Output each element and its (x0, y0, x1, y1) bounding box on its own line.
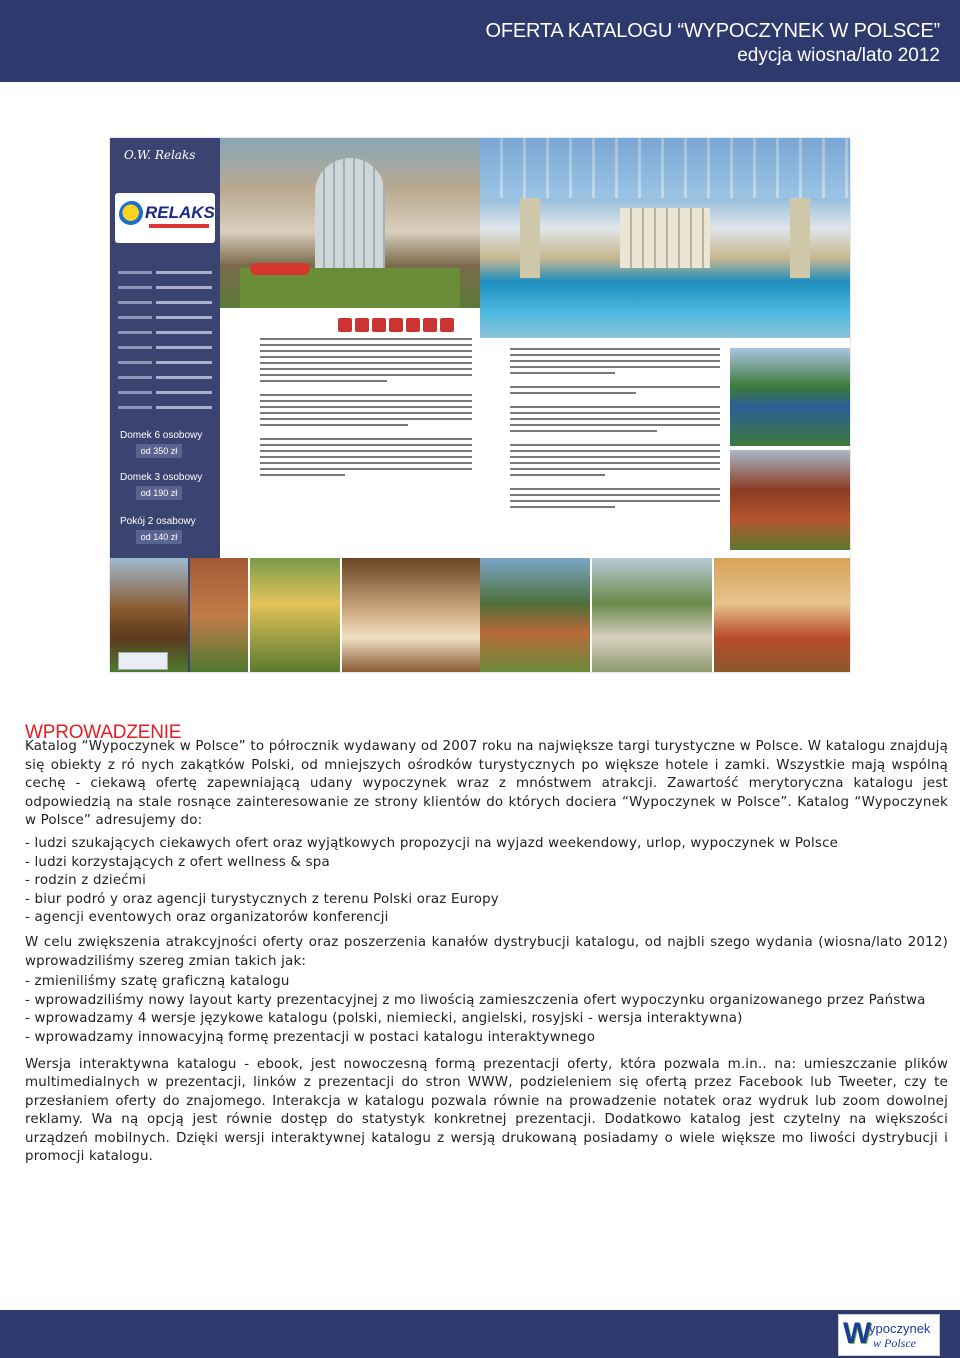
header-bar (0, 0, 960, 82)
interactive-version-paragraph: Wersja interaktywna katalogu - ebook, jest nowoczesną formą prezentacji oferty, która pozwala m.in.. na: umieszczanie plików multimedialnych w prezentacji, linków z prezentacji do stron WWW, podzieleniem się ofertą przez Facebook lub Tweeter, czy te przesłaniem oferty do znajomego. Interakcja w katalogu pozwala równie na prowadzenie notatek oraz wydruk lub zoom dowolnej reklamy. Wa ną opcją jest równie dostęp do statystyk konkretnej prezentacji. Dodatkowo katalog jest czytelny na większości urządzeń mobilnych. Dzięki wersji interaktywnej katalogu z wersją drukowaną posiadamy o wiele większe mo liwości dystrybucji i promocji katalogu. (25, 1056, 948, 1165)
catalog-right-page (480, 138, 850, 672)
building-photo (220, 138, 480, 308)
amenity-icons (338, 318, 454, 332)
intro-paragraph: Katalog “Wypoczynek w Polsce” to półrocznik wydawany od 2007 roku na największe targi turystyczne w Polsce. W katalogu znajdują się obiekty z ró nych zakątków Polski, od mniejszych ośrodków turystycznych po większe hotele i zamki. Wszystkie mają wspólną cechę - ciekawą ofertę zapewniającą udany wypoczynek wraz z mnóstwem atrakcji. Zawartość merytoryczna katalogu jest odpowiedzią na stale rosnące zainteresowanie ze strony klientów do których dociera “Wypoczynek w Polsce”. Katalog “Wypoczynek w Polsce” adresujemy do: (25, 739, 948, 829)
changes-list (25, 973, 948, 1047)
offer-description-text (510, 348, 720, 548)
list-item: - biur podró y oraz agencji turystycznych z terenu Polski oraz Europy (25, 891, 499, 907)
w-logo-icon: W (843, 1317, 872, 1350)
wooden-house-photo (730, 450, 850, 550)
relaks-logo (115, 193, 215, 243)
changes-intro-paragraph: W celu zwiększenia atrakcyjności oferty oraz poszerzenia kanałów dystrybucji katalogu, od najbli szego wydania (wiosna/lato 2012) wprowadziliśmy szereg zmian takich jak: (25, 934, 948, 969)
kids-room-photo (714, 558, 850, 672)
list-item: - zmieniliśmy szatę graficzną katalogu (25, 974, 290, 990)
catalog-left-page (110, 138, 480, 672)
terrace-photo (592, 558, 712, 672)
list-item: - rodzin z dziećmi (25, 873, 146, 889)
logo-line-2: w Polsce (873, 1336, 916, 1350)
edition-subtitle: edycja wiosna/lato 2012 (737, 45, 940, 66)
list-item: - ludzi korzystających z ofert wellness & spa (25, 854, 330, 870)
relaks-logo-text: RELAKS (145, 203, 215, 222)
logo-line-1: ypoczynek (869, 1321, 931, 1336)
house-photo (190, 558, 248, 672)
footer-bar (0, 1310, 960, 1358)
object-description-text (260, 338, 472, 548)
price-item: Pokój 2 osabowy od 140 zł (120, 516, 196, 542)
catalog-small-logo (118, 652, 168, 670)
intro-body (25, 738, 948, 1167)
price-item: Domek 3 osobowy od 190 zł (120, 472, 203, 498)
list-item: - ludzi szukających ciekawych ofert oraz wyjątkowych propozycji na wyjazd weekendowy, urlop, wypoczynek w Polsce (25, 835, 839, 851)
list-item: - wprowadzamy innowacyjną formę prezentacji w postaci katalogu interaktywnego (25, 1029, 596, 1045)
list-item: - wprowadzamy 4 wersje językowe katalogu (polski, niemiecki, angielski, rosyjski - wersja interaktywna) (25, 1011, 743, 1027)
list-item: - agencji eventowych oraz organizatorów konferencji (25, 910, 389, 926)
room-photo (342, 558, 480, 672)
object-info-table (118, 268, 212, 418)
wypoczynek-logo (838, 1314, 940, 1356)
price-item: Domek 6 osobowy od 350 zł (120, 430, 203, 456)
section-heading: WPROWADZENIE (25, 722, 182, 743)
playground-photo (730, 348, 850, 446)
garden-photo (250, 558, 340, 672)
list-item: - wprowadziliśmy nowy layout karty prezentacyjnej z mo liwością zamieszczenia ofert wypoczynku organizowanego przez Państwa (25, 992, 926, 1008)
catalog-spread-image (110, 138, 850, 672)
object-name: O.W. Relaks (124, 148, 196, 162)
bungalow-photo (480, 558, 590, 672)
sun-logo-icon (119, 201, 145, 227)
swimming-pool-photo (480, 138, 850, 338)
audience-list (25, 835, 948, 928)
offer-title: OFERTA KATALOGU “WYPOCZYNEK W POLSCE” (485, 20, 940, 42)
